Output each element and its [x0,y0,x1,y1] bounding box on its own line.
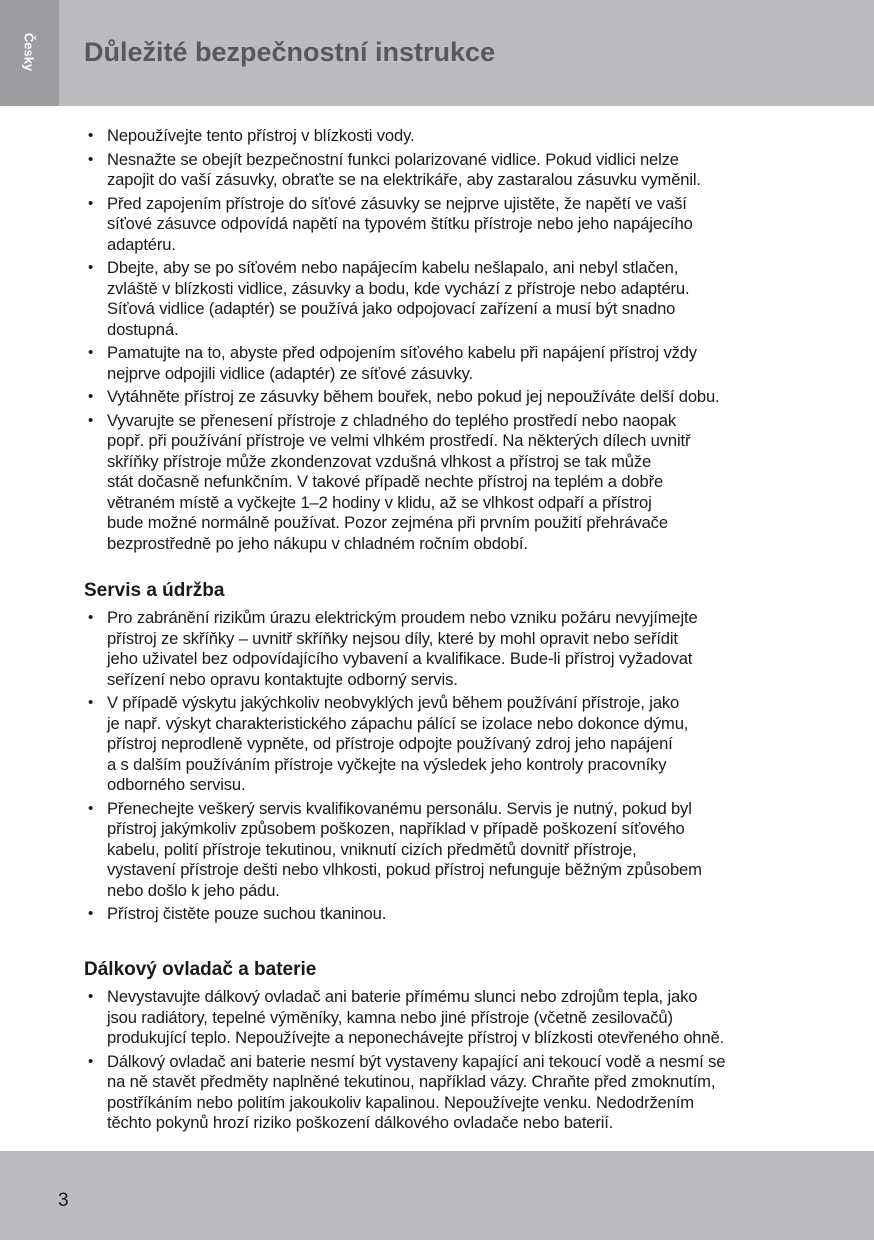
text-line: kabelu, polití přístroje tekutinou, vniknutí cizích předmětů dovnitř přístroje, [107,839,637,859]
text-line: přístroj ze skříňky – uvnitř skříňky nejsou díly, které by mohl opravit nebo seřídit [107,628,678,648]
bullet-icon: • [88,411,94,429]
page-header [0,0,874,106]
page-footer [0,1151,874,1240]
text-line: Pamatujte na to, abyste před odpojením síťového kabelu při napájení přístroj vždy [107,343,697,362]
text-line: Síťová vidlice (adaptér) se používá jako odpojovací zařízení a musí být snadno [107,299,676,318]
text-line: nebo došlo k jeho pádu. [107,880,280,900]
text-line: stát dočasně nefunkčním. V takové případě nechte přístroj na teplém a dobře [107,472,664,491]
bullet-icon: • [88,694,94,711]
text-line: bude možné normálně používat. Pozor zejména při prvním použití přehrávače [107,513,668,532]
text-line: Nevystavujte dálkový ovladač ani baterie přímému slunci nebo zdrojům tepla, jako [107,987,698,1006]
bullet-icon: • [88,194,94,212]
text-line: Vytáhněte přístroj ze zásuvky během bouřek, nebo pokud jej nepoužíváte delší dobu. [107,387,720,406]
text-line: je např. výskyt charakteristického zápachu pálící se izolace nebo dokonce dýmu, [107,713,689,733]
text-line: Pro zabránění rizikům úrazu elektrickým proudem nebo vzniku požáru nevyjímejte [107,608,698,627]
text-line: větraném místě a vyčkejte 1–2 hodiny v klidu, až se vlhkost odpaří a přístroj [107,492,652,512]
text-line: Přístroj čistěte pouze suchou tkaninou. [107,904,387,923]
text-line: produkující teplo. Nepoužívejte a neponechávejte přístroj v blízkosti otevřeného ohně. [107,1028,725,1047]
text-line: síťové zásuvce odpovídá napětí na typovém štítku přístroje nebo jeho napájecího [107,214,693,233]
text-line: Vyvarujte se přenesení přístroje z chladného do teplého prostředí nebo naopak [107,410,676,430]
list-item [88,194,720,256]
remote-battery-list [88,987,725,1137]
bullet-icon: • [88,799,94,817]
section-heading-service: Servis a údržba [84,580,225,601]
text-line: na ně stavět předměty naplněné tekutinou, například vázy. Chraňte před zmoknutím, [107,1072,716,1091]
list-item [88,693,702,796]
text-line: těchto pokynů hrozí riziko poškození dálkového ovladače nebo baterií. [107,1113,614,1132]
list-item [88,258,720,340]
bullet-icon: • [88,609,94,626]
bullet-icon: • [88,150,94,168]
list-item [88,411,720,555]
text-line: skříňky přístroje může zkondenzovat vzdušná vlhkost a přístroj se tak může [107,451,652,471]
list-item [88,343,720,384]
bullet-icon: • [88,388,94,405]
text-line: bezprostředně po jeho nákupu v chladném ročním období. [107,533,528,553]
text-line: popř. při používání přístroje ve velmi vlhkém prostředí. Na některých dílech uvnitř [107,431,691,450]
language-tab [0,0,59,106]
bullet-icon: • [88,905,94,922]
text-line: postříkáním nebo politím jakoukoliv kapalinou. Nepoužívejte venku. Nedodržením [107,1092,694,1112]
text-line: jeho uživatel bez odpovídajícího vybavení a kvalifikace. Bude-li přístroj vyžadovat [107,649,693,668]
text-line: přístroj jakýmkoliv způsobem poškozen, například v případě poškození síťového [107,819,685,838]
text-line: V případě výskytu jakýchkoliv neobvyklých jevů během používání přístroje, jako [107,693,680,712]
list-item [88,799,702,902]
text-line: nejprve odpojili vidlice (adaptér) ze síťové zásuvky. [107,363,473,383]
list-item [88,904,702,925]
bullet-icon: • [88,344,94,361]
text-line: zapojit do vaší zásuvky, obraťte se na elektrikáře, aby zastaralou zásuvku vyměnil. [107,170,701,189]
text-line: dostupná. [107,319,179,339]
bullet-icon: • [88,127,94,144]
bullet-icon: • [88,988,94,1005]
list-item [88,1052,725,1134]
safety-list [88,126,720,557]
service-list [88,608,702,928]
text-line: vystavení přístroje dešti nebo vlhkosti, pokud přístroj nefunguje běžným způsobem [107,860,702,879]
text-line: zvláště v blízkosti vidlice, zásuvky a bodu, kde vychází z přístroje nebo adaptéru. [107,278,690,298]
text-line: Přenechejte veškerý servis kvalifikovanému personálu. Servis je nutný, pokud byl [107,798,692,818]
text-line: přístroj neprodleně vypněte, od přístroje odpojte používaný zdroj jeho napájení [107,734,673,753]
list-item [88,387,720,408]
text-line: seřízení nebo opravu kontaktujte odborný servis. [107,669,458,689]
text-line: Nepoužívejte tento přístroj v blízkosti vody. [107,126,415,145]
list-item [88,126,720,147]
text-line: Nesnažte se obejít bezpečnostní funkci polarizované vidlice. Pokud vidlici nelze [107,149,679,169]
text-line: jsou radiátory, tepelné výměníky, kamna nebo jiné přístroje (včetně zesilovačů) [107,1007,673,1027]
text-line: a s dalším používáním přístroje vyčkejte na výsledek jeho kontroly pracovníky [107,754,667,774]
list-item [88,150,720,191]
text-line: Dbejte, aby se po síťovém nebo napájecím kabelu nešlapalo, ani nebyl stlačen, [107,258,679,277]
list-item [88,987,725,1049]
bullet-icon: • [88,259,94,276]
list-item [88,608,702,690]
section-heading-remote: Dálkový ovladač a baterie [84,959,317,980]
bullet-icon: • [88,1052,94,1070]
text-line: odborného servisu. [107,775,246,794]
text-line: adaptéru. [107,234,176,254]
text-line: Dálkový ovladač ani baterie nesmí být vystaveny kapající ani tekoucí vodě a nesmí se [107,1051,726,1071]
text-line: Před zapojením přístroje do síťové zásuvky se nejprve ujistěte, že napětí ve vaší [107,193,687,213]
language-label: Česky [21,32,37,72]
page-number: 3 [58,1190,69,1211]
page-title: Důležité bezpečnostní instrukce [84,37,496,67]
